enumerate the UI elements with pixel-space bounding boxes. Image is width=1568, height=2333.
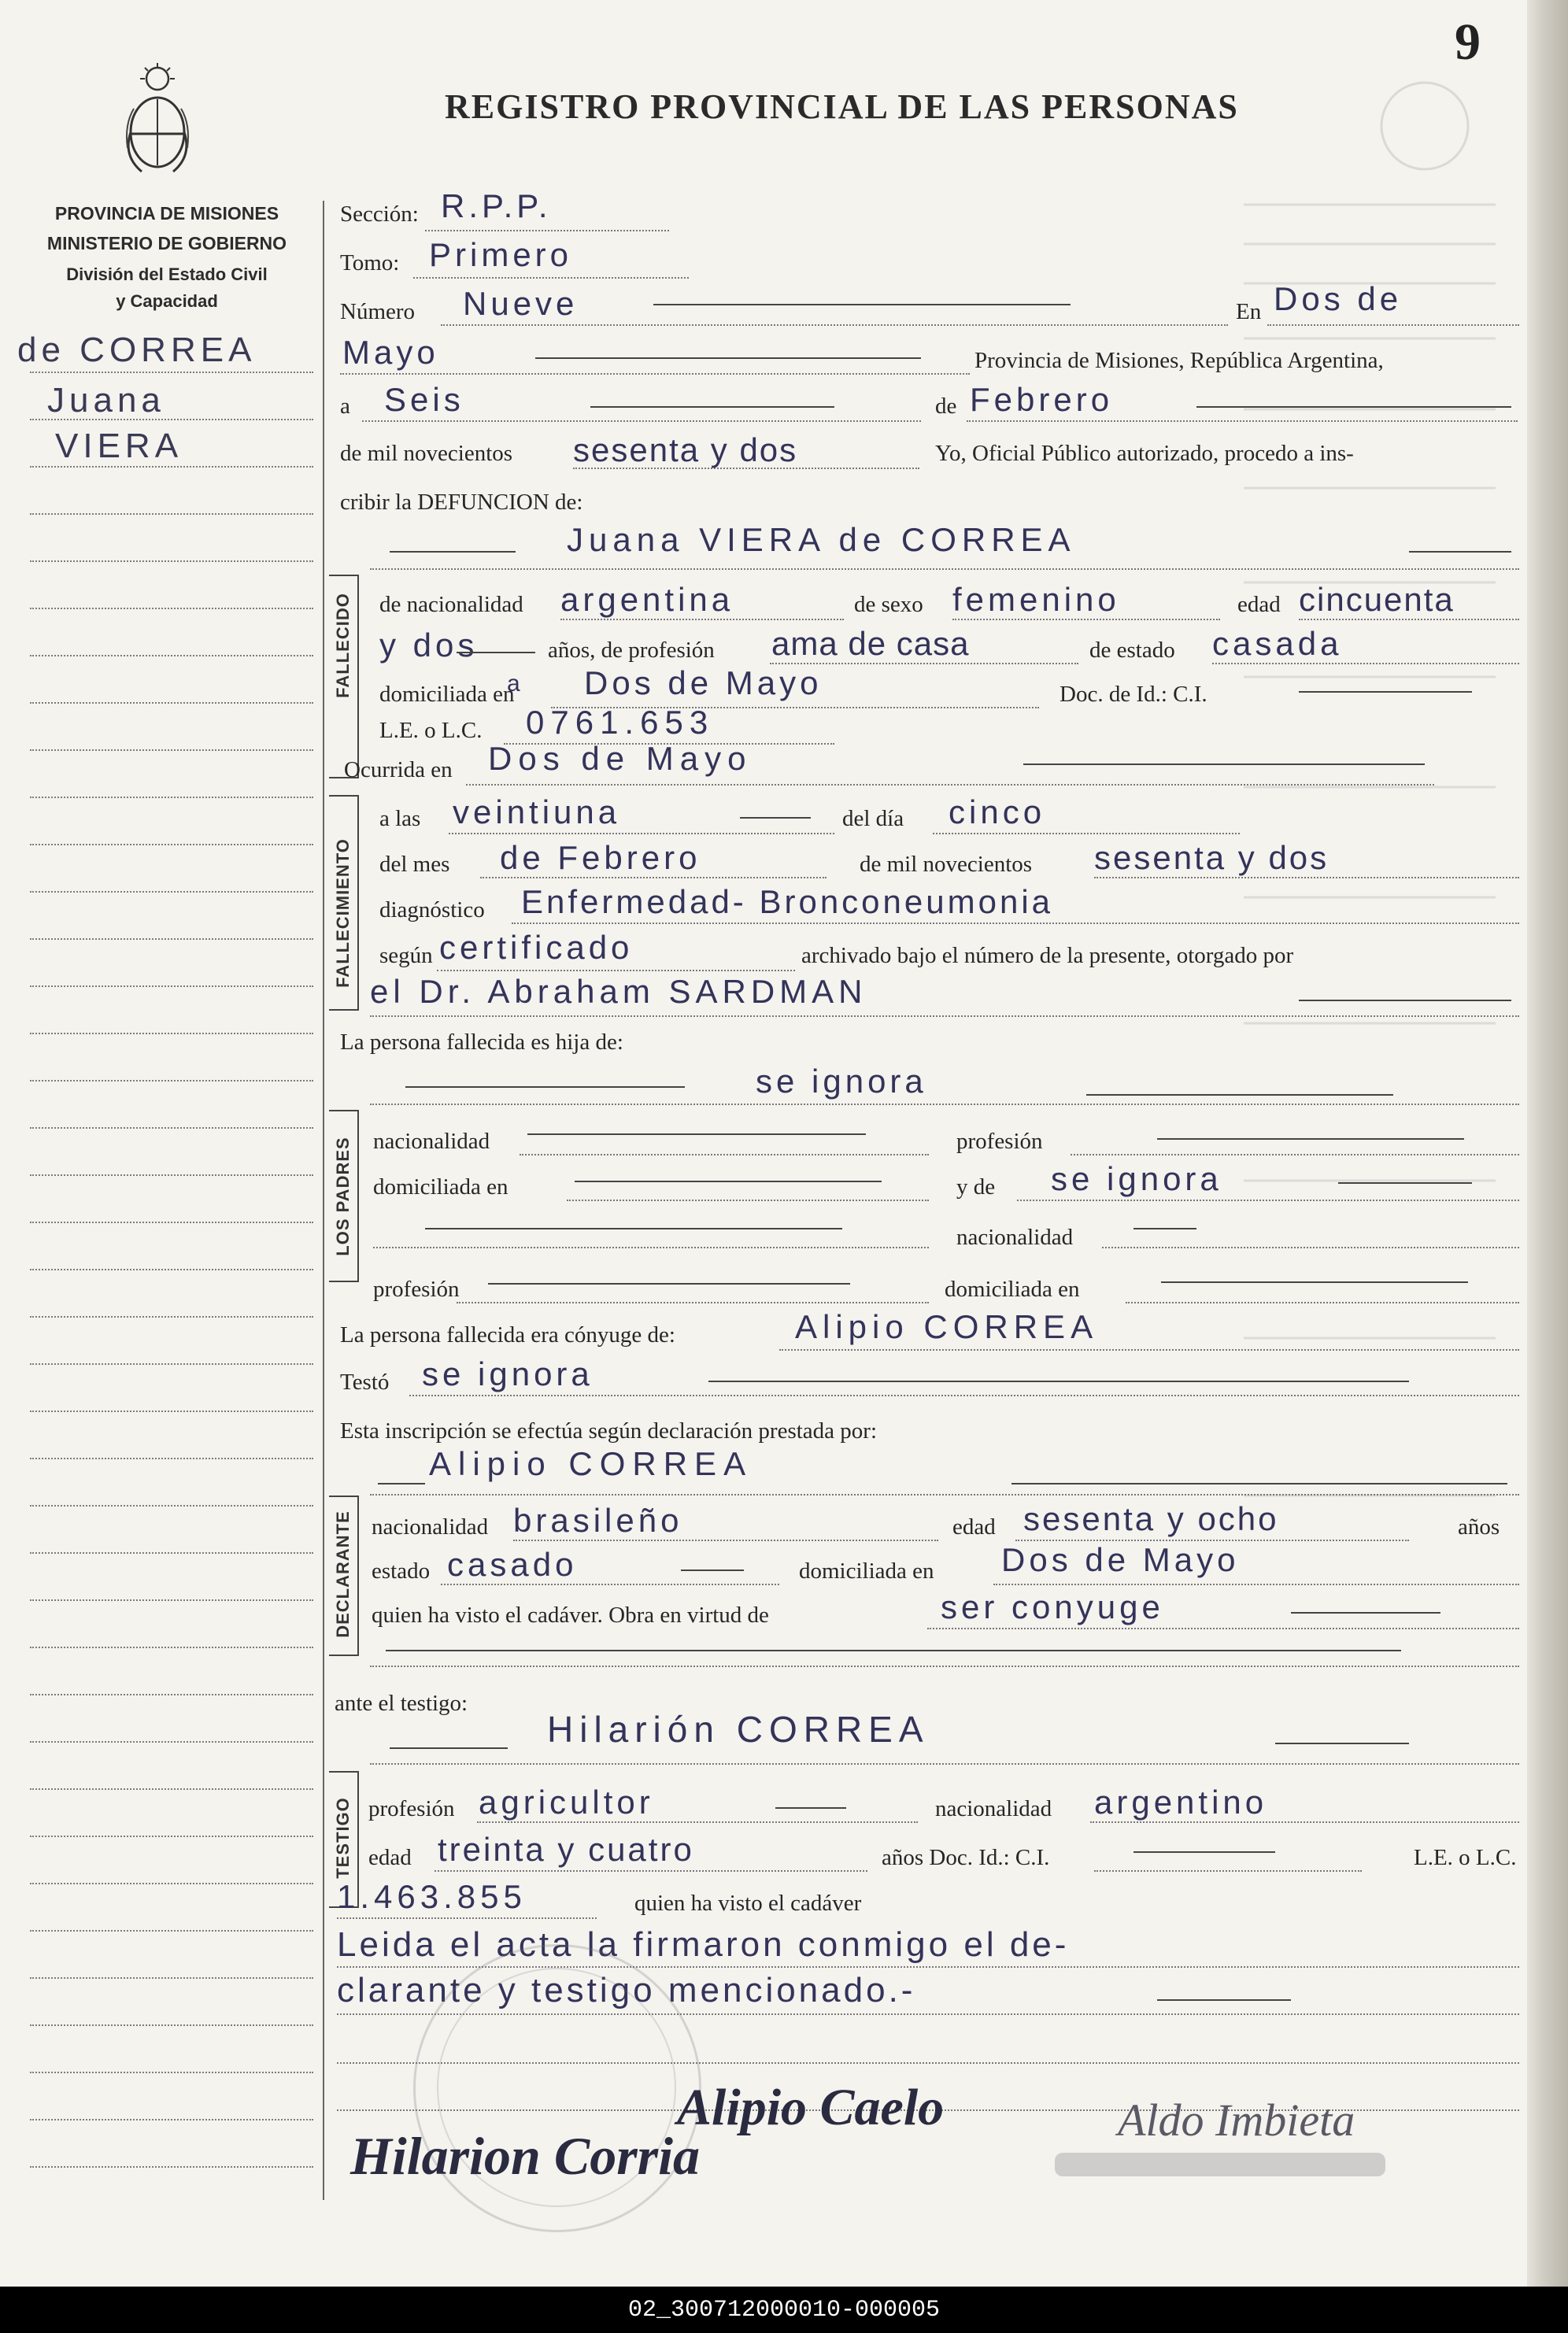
margin-rule <box>30 655 313 656</box>
margin-rule <box>30 797 313 798</box>
value-nacionalidad: argentina <box>560 581 734 618</box>
fill-line <box>390 551 516 553</box>
margin-rule <box>30 1080 313 1081</box>
fill-line <box>457 652 535 653</box>
margin-rule <box>30 844 313 845</box>
value-estado: casada <box>1212 625 1343 662</box>
label-testo: Testó <box>340 1370 390 1395</box>
field-line <box>480 877 827 878</box>
fill-line <box>740 817 811 819</box>
margin-rule <box>30 1458 313 1459</box>
label-domiciliada-padre: domiciliada en <box>373 1174 508 1200</box>
section-label-declarante: DECLARANTE <box>333 1510 353 1638</box>
field-line <box>370 568 1519 570</box>
label-en: En <box>1236 299 1262 324</box>
label-y-de: y de <box>956 1174 996 1200</box>
margin-rule <box>30 2166 313 2168</box>
section-label-padres: LOS PADRES <box>333 1137 353 1256</box>
field-line <box>1017 1200 1519 1201</box>
value-conyuge: Alipio CORREA <box>795 1308 1099 1345</box>
value-diagnostico: Enfermedad- Bronconeumonia <box>521 883 1054 920</box>
label-edad-decl: edad <box>952 1514 996 1540</box>
margin-rule <box>30 513 313 515</box>
value-testo: se ignora <box>422 1355 594 1392</box>
label-le-lc-test: L.E. o L.C. <box>1414 1845 1517 1870</box>
field-line <box>409 1395 1519 1396</box>
field-line <box>340 373 970 375</box>
margin-rule <box>30 891 313 893</box>
label-a: a <box>340 394 350 419</box>
label-mil-novecientos-2: de mil novecientos <box>860 852 1033 877</box>
stamp-smudge <box>1055 2153 1385 2176</box>
label-inscripcion: Esta inscripción se efectúa según declaración prestada por: <box>340 1418 878 1444</box>
fill-line <box>378 1483 425 1484</box>
margin-rule <box>30 702 313 704</box>
label-ante-testigo: ante el testigo: <box>335 1691 468 1716</box>
fill-line <box>527 1133 866 1135</box>
value-mes: de Febrero <box>500 839 701 876</box>
margin-rule <box>30 985 313 987</box>
label-dia: del día <box>842 806 904 831</box>
section-label-fallecido: FALLECIDO <box>333 593 353 698</box>
fill-line <box>1409 551 1511 553</box>
label-segun: según <box>379 943 433 968</box>
value-medico: el Dr. Abraham SARDMAN <box>370 973 867 1010</box>
header-division: División del Estado Civil <box>66 264 268 284</box>
value-ocurrida: Dos de Mayo <box>488 740 753 777</box>
margin-rule <box>30 1363 313 1365</box>
margin-rule <box>30 1222 313 1223</box>
label-de: de <box>935 394 957 419</box>
margin-rule <box>30 1127 313 1129</box>
fill-line <box>535 357 921 359</box>
label-mil-novecientos: de mil novecientos <box>340 441 513 466</box>
field-line <box>425 230 669 231</box>
value-a: Seis <box>384 381 464 418</box>
label-yo-oficial: Yo, Oficial Público autorizado, procedo a ins- <box>935 441 1354 466</box>
field-line <box>1102 1247 1519 1248</box>
margin-rule <box>30 938 313 940</box>
page-edge <box>1527 0 1568 2287</box>
field-line <box>779 1349 1519 1351</box>
value-de-mes: Febrero <box>970 381 1114 418</box>
value-decl-edad: sesenta y ocho <box>1023 1500 1279 1537</box>
field-line <box>567 1200 929 1201</box>
value-edad2: y dos <box>379 627 479 664</box>
fill-line <box>1086 1094 1393 1096</box>
label-estado-decl: estado <box>372 1558 431 1584</box>
fill-line <box>590 406 834 408</box>
field-line <box>437 970 795 971</box>
field-line <box>441 1584 779 1585</box>
value-le-lc: 0761.653 <box>526 704 715 741</box>
value-seccion: R.P.P. <box>441 187 552 224</box>
signature-declarante: Alipio Caelo <box>677 2079 945 2136</box>
value-profesion: ama de casa <box>771 625 970 662</box>
field-line <box>413 277 689 279</box>
label-anos-doc: años Doc. Id.: C.I. <box>882 1845 1050 1870</box>
label-anos-decl: años <box>1458 1514 1500 1540</box>
field-line <box>449 833 834 834</box>
signature-oficial: Aldo Imbieta <box>1118 2095 1355 2146</box>
margin-rule <box>30 1977 313 1979</box>
label-edad: edad <box>1237 592 1281 617</box>
value-y-de: se ignora <box>1051 1160 1222 1197</box>
margin-rule <box>30 1599 313 1601</box>
field-line <box>373 1247 929 1248</box>
label-domiciliada-madre: domiciliada en <box>945 1277 1080 1302</box>
fill-line <box>425 1228 842 1229</box>
fill-line <box>1133 1851 1275 1853</box>
value-declarante: Alipio CORREA <box>429 1445 753 1482</box>
field-line <box>993 1584 1519 1585</box>
margin-rule <box>30 1411 313 1412</box>
label-inscribir: cribir la DEFUNCION de: <box>340 490 583 515</box>
label-tomo: Tomo: <box>340 250 400 275</box>
value-sexo: femenino <box>952 581 1120 618</box>
coat-of-arms-emblem <box>118 61 197 179</box>
margin-note-2: Juana <box>47 381 165 420</box>
fill-line <box>1011 1483 1507 1484</box>
field-line <box>370 1015 1519 1017</box>
fill-line <box>488 1283 850 1285</box>
field-line <box>1299 619 1519 620</box>
label-seccion: Sección: <box>340 202 419 227</box>
margin-rule <box>30 1269 313 1270</box>
label-profesion-padre: profesión <box>956 1129 1043 1154</box>
page-number: 9 <box>1455 13 1481 71</box>
label-conyuge: La persona fallecida era cónyuge de: <box>340 1322 675 1348</box>
value-test-nacionalidad: argentino <box>1094 1784 1268 1821</box>
image-identifier: 02_300712000010-000005 <box>0 2287 1568 2333</box>
label-hija-de: La persona fallecida es hija de: <box>340 1030 623 1055</box>
value-edad1: cincuenta <box>1299 581 1455 618</box>
label-diagnostico: diagnóstico <box>379 897 485 922</box>
field-line <box>933 833 1240 834</box>
label-nacionalidad-decl: nacionalidad <box>372 1514 489 1540</box>
field-line <box>466 784 1434 786</box>
margin-rule <box>30 1316 313 1318</box>
fill-line <box>1338 1182 1472 1184</box>
field-line <box>560 619 844 620</box>
margin-rule <box>30 1505 313 1507</box>
field-line <box>1267 324 1519 326</box>
fill-line <box>681 1570 744 1571</box>
header-province: PROVINCIA DE MISIONES <box>54 203 279 224</box>
value-dia: cinco <box>949 793 1046 830</box>
section-label-testigo: TESTIGO <box>333 1797 353 1879</box>
field-line <box>435 1870 867 1872</box>
margin-rule <box>30 1741 313 1743</box>
value-tomo: Primero <box>429 236 573 273</box>
value-numero: Nueve <box>463 285 579 322</box>
value-decl-nacionalidad: brasileño <box>513 1502 683 1539</box>
label-nacionalidad-padre: nacionalidad <box>373 1129 490 1154</box>
value-obra-virtud: ser conyuge <box>941 1588 1164 1625</box>
fill-line <box>1299 691 1472 693</box>
value-testigo: Hilarión CORREA <box>547 1709 930 1750</box>
label-numero: Número <box>340 299 416 324</box>
closing-text-2: clarante y testigo mencionado.- <box>337 1971 916 2009</box>
label-nacionalidad-madre: nacionalidad <box>956 1225 1074 1250</box>
value-domicilio: Dos de Mayo <box>584 664 823 701</box>
page-title: REGISTRO PROVINCIAL DE LAS PERSONAS <box>445 87 1239 126</box>
field-line <box>1071 1154 1519 1155</box>
signature-testigo: Hilarion Corria <box>350 2126 701 2186</box>
value-mayo: Mayo <box>342 334 439 371</box>
label-profesion-madre: profesión <box>373 1277 460 1302</box>
fill-line <box>1133 1228 1196 1229</box>
label-archivado: archivado bajo el número de la presente, otorgado por <box>801 943 1294 968</box>
field-line <box>952 619 1220 620</box>
value-test-profesion: agricultor <box>479 1784 654 1821</box>
field-line <box>477 1821 918 1823</box>
margin-rule <box>30 749 313 751</box>
field-line <box>441 324 1228 326</box>
label-mes: del mes <box>379 852 450 877</box>
margin-note-3: VIERA <box>55 427 183 465</box>
margin-rule <box>30 1788 313 1790</box>
fill-line <box>775 1807 846 1809</box>
margin-note-1: de CORREA <box>17 331 257 369</box>
value-ano: sesenta y dos <box>573 431 798 468</box>
margin-rule <box>30 1552 313 1554</box>
margin-rule <box>30 466 313 468</box>
label-nacionalidad: de nacionalidad <box>379 592 523 617</box>
field-line <box>1126 1302 1519 1303</box>
field-line <box>362 420 921 422</box>
header-capacity: y Capacidad <box>116 291 218 311</box>
value-test-doc: 1.463.855 <box>337 1878 527 1915</box>
field-line <box>520 1154 929 1155</box>
margin-rule <box>30 1930 313 1932</box>
closing-text-1: Leida el acta la firmaron conmigo el de- <box>337 1925 1070 1964</box>
label-estado: de estado <box>1089 638 1175 663</box>
label-le-lc: L.E. o L.C. <box>379 718 483 743</box>
field-line <box>370 1666 1519 1667</box>
value-ano-2: sesenta y dos <box>1094 839 1329 876</box>
label-quien-visto-2: quien ha visto el cadáver <box>634 1891 862 1916</box>
margin-rule <box>30 1883 313 1884</box>
value-test-edad: treinta y cuatro <box>438 1831 694 1868</box>
fill-line <box>386 1650 1401 1651</box>
field-line <box>370 1104 1519 1105</box>
margin-rule <box>30 1694 313 1695</box>
value-nombre: Juana VIERA de CORREA <box>567 521 1076 558</box>
header-ministry: MINISTERIO DE GOBIERNO <box>46 233 287 253</box>
value-domicilio-a: a <box>507 671 524 697</box>
value-padres: se ignora <box>756 1063 927 1100</box>
field-line <box>1094 1870 1362 1872</box>
fill-line <box>1157 1138 1464 1140</box>
field-line <box>457 1302 929 1303</box>
field-line <box>512 922 1519 924</box>
margin-rule <box>30 560 313 562</box>
fill-line <box>1023 763 1425 765</box>
column-divider <box>323 201 324 2200</box>
field-line <box>1212 663 1519 664</box>
fill-line <box>1299 1000 1511 1001</box>
field-line <box>370 1494 1519 1496</box>
margin-rule <box>30 2119 313 2120</box>
fill-line <box>1157 1999 1291 2001</box>
fill-line <box>1275 1743 1409 1744</box>
value-en: Dos de <box>1274 280 1403 317</box>
label-provincia: Provincia de Misiones, República Argentina, <box>974 348 1384 373</box>
label-sexo: de sexo <box>854 592 923 617</box>
fill-line <box>1291 1612 1440 1614</box>
fill-line <box>575 1181 882 1182</box>
field-line <box>927 1628 1519 1629</box>
field-line <box>337 1917 597 1919</box>
label-domiciliada-decl: domiciliada en <box>799 1558 934 1584</box>
margin-rule <box>30 1836 313 1837</box>
margin-rule <box>30 372 313 373</box>
margin-rule <box>30 1174 313 1176</box>
label-doc-id: Doc. de Id.: C.I. <box>1060 682 1207 707</box>
label-a-las: a las <box>379 806 421 831</box>
margin-rule <box>30 2072 313 2073</box>
fill-line <box>708 1381 1409 1382</box>
label-profesion-test: profesión <box>368 1796 455 1821</box>
field-line <box>1090 1821 1519 1823</box>
fill-line <box>653 304 1071 305</box>
value-segun: certificado <box>439 929 634 966</box>
label-edad-test: edad <box>368 1845 412 1870</box>
field-line <box>1094 877 1519 878</box>
value-hora: veintiuna <box>453 793 621 830</box>
label-nacionalidad-test: nacionalidad <box>935 1796 1052 1821</box>
margin-rule <box>30 1033 313 1034</box>
value-decl-domicilio: Dos de Mayo <box>1001 1541 1240 1578</box>
value-decl-estado: casado <box>447 1546 578 1583</box>
label-anos-profesion: años, de profesión <box>548 638 715 663</box>
fill-line <box>1196 406 1511 408</box>
margin-rule <box>30 1647 313 1648</box>
fill-line <box>1161 1281 1468 1283</box>
margin-rule <box>30 2024 313 2026</box>
field-line <box>967 420 1518 422</box>
label-domiciliada: domiciliada en <box>379 682 515 707</box>
margin-rule <box>30 419 313 420</box>
margin-rule <box>30 608 313 609</box>
section-label-fallecimiento: FALLECIMIENTO <box>333 838 353 988</box>
field-line <box>513 1540 938 1541</box>
field-line <box>370 1763 1519 1765</box>
fill-line <box>405 1086 685 1088</box>
label-ocurrida: Ocurrida en <box>344 757 453 782</box>
fill-line <box>390 1747 508 1749</box>
label-quien-visto: quien ha visto el cadáver. Obra en virtud de <box>372 1603 769 1628</box>
